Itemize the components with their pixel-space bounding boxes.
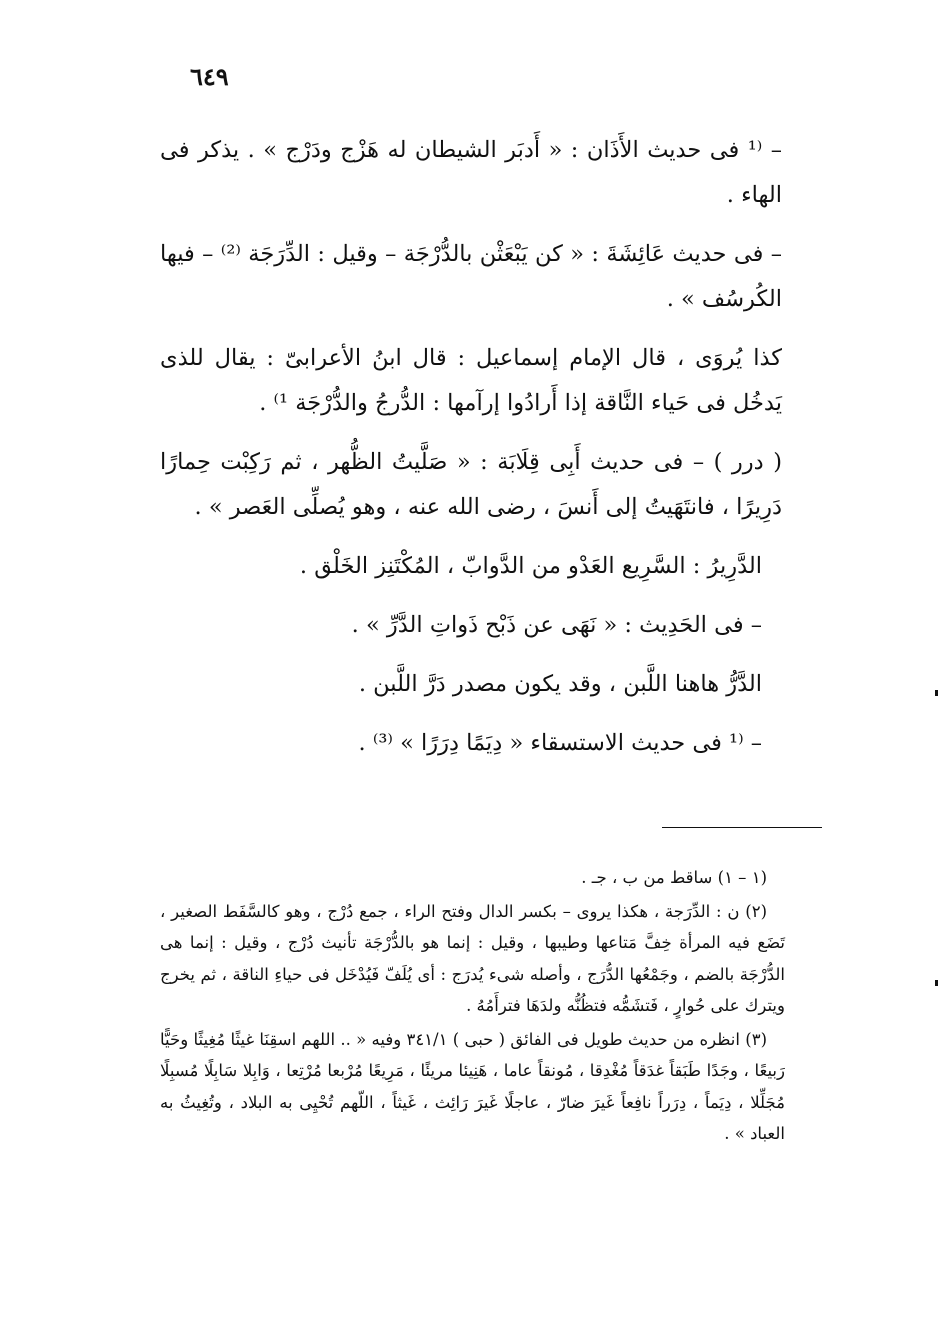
paragraph-darir-definition: الدَّرِيرُ : السَّرِيع العَدْو من الدَّوابّ ، المُكْتَنِز الخَلْق . (299, 553, 762, 579)
margin-mark (935, 690, 938, 696)
paragraph-hadith-adhan: – ⁽¹ فى حديث الأَذَان : « أَدبَر الشيطان له هَزْج ودَرْج » . يذكر فى الهاء . (160, 137, 782, 208)
footnote-separator (662, 827, 822, 828)
footnote-2: (٢) ن : الدِّرَجة ، هكذا يروى – بكسر الدال وفتح الراء ، جمع دُرْج ، وهو كالسَّفَط الصغير ، تَضَع فيه المرأة خِفَّ مَتاعها وطيبها ، وقيل : إنما هو بالدُّرْجَة تأنيث دُرْج ، وقيل : إنما هى الدُّرْجَة بالضم ، وجَمْعُها الدُّرَج ، وأصله شىء يُدرَج : أى يُلَفّ فَيُدْخَل فى حياءِ الناقة ، ثم يخرج ويترك على حُوارٍ ، فَتشَمُّه فتظُنُّه ولدَهَا فترأَمُهُ . (160, 901, 785, 1015)
footnotes (160, 862, 785, 1152)
paragraph-hadith-istisqa: – ⁽¹ فى حديث الاستسقاء « دِيَمًا دِرَرًا » ⁽³⁾ . (358, 730, 762, 756)
footnote-3: (٣) انظره من حديث طويل فى الفائق ( حبى ) ٣٤١/١ وفيه « .. اللهم اسقِنَا غيثًا مُغِيثًا وحَيًّا رَبيعًا ، وجَدًا طَبَقاً غدَقاً مُغْدِقا ، مُونقاً عاما ، هَنِيئا مريئًا ، مَرِيعًا مُرْبعا مُرْتِعا ، وَابِلا سَابِلًا مُسبِلًا مُجَلِّلا ، دِيَماً ، دِرَراً نافِعاً غَيرَ ضارّ ، عاجلًا غَيرَ رَائِث ، غَيثاً ، اللّهم تُحْيِى به البلاد ، وتُغِيثُ به العباد » . (160, 1029, 785, 1143)
paragraph-hadith-durr: – فى الحَدِيث : « نَهَى عن ذَبْح ذَواتِ الدَّرِّ » . (351, 612, 762, 638)
main-text (160, 128, 782, 780)
footnote-1: (١ – ١) ساقط من ب ، جـ . (581, 868, 767, 887)
paragraph-durr-meaning: الدَّرُّ هاهنا اللَّبن ، وقد يكون مصدر دَرَّ اللَّبن . (358, 671, 762, 697)
paragraph-hadith-aisha: – فى حديث عَائِشَةَ : « كن يَبْعَثْن بالدُّرْجَة – وقيل : الدِّرَجَة ⁽²⁾ – فيها الكُرسُف » . (160, 241, 782, 312)
paragraph-entry-darar: ( درر ) – فى حديث أَبِى قِلَابَة : « صَلَّيتُ الظُّهر ، ثم رَكِبْت حِمارًا دَرِيرًا ، فانتَهَيتُ إلى أَنسَ ، رضى الله عنه ، وهو يُصلِّى العَصر » . (160, 449, 782, 520)
margin-mark (935, 980, 938, 986)
page-number: ٦٤٩ (190, 62, 229, 91)
paragraph-riwaya-note: كذا يُروَى ، قال الإمام إسماعيل : قال ابنُ الأعرابىّ : يقال للذى يَدخُل فى حَياء النَّاقة إذا أَرادُوا إرآمها : الدُّرجُ والدُّرْجَة ¹⁾ . (160, 345, 782, 416)
